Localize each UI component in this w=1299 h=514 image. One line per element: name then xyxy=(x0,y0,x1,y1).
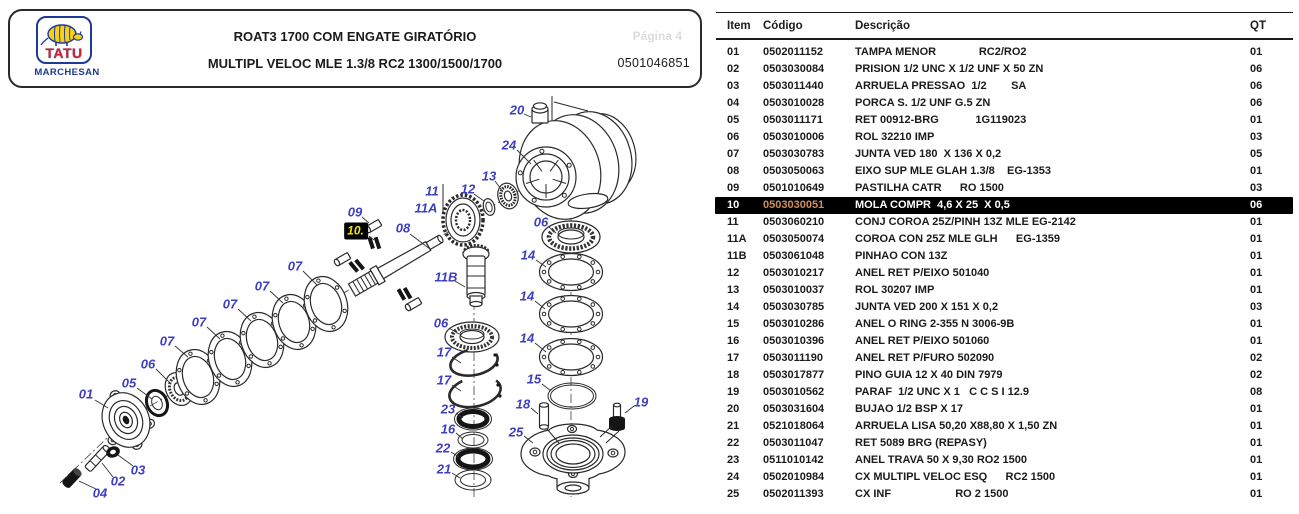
cell-qt: 01 xyxy=(1250,335,1263,347)
callout-09[interactable]: 09 xyxy=(347,204,363,220)
table-row[interactable] xyxy=(715,316,1293,333)
cell-descricao: ANEL RET P/FURO 502090 xyxy=(855,352,995,364)
callout-23[interactable]: 23 xyxy=(440,401,456,417)
callout-19[interactable]: 19 xyxy=(633,394,649,410)
cell-qt: 01 xyxy=(1250,471,1263,483)
cell-item: 14 xyxy=(727,301,740,313)
cell-item: 11A xyxy=(727,233,747,245)
cell-descricao: ROL 32210 IMP xyxy=(855,131,935,143)
callout-06[interactable]: 06 xyxy=(533,214,549,230)
cell-codigo: 0503030783 xyxy=(763,148,825,160)
cell-qt: 06 xyxy=(1250,63,1263,75)
cell-qt: 01 xyxy=(1250,165,1263,177)
table-row[interactable] xyxy=(715,367,1293,384)
table-row[interactable] xyxy=(715,350,1293,367)
cell-item: 10 xyxy=(727,199,740,211)
cell-item: 08 xyxy=(727,165,740,177)
table-row[interactable] xyxy=(715,435,1293,452)
cell-descricao: CX INF RO 2 1500 xyxy=(855,488,1009,500)
cell-item: 07 xyxy=(727,148,740,160)
cell-item: 21 xyxy=(727,420,740,432)
table-row[interactable] xyxy=(715,486,1293,503)
cell-item: 17 xyxy=(727,352,740,364)
cell-item: 01 xyxy=(727,46,740,58)
cell-codigo: 0502011393 xyxy=(763,488,824,500)
cell-item: 05 xyxy=(727,114,740,126)
cell-descricao: PARAF 1/2 UNC X 1 C C S I 12.9 xyxy=(855,386,1030,398)
cell-qt: 01 xyxy=(1250,454,1263,466)
cell-codigo: 0503050074 xyxy=(763,233,825,245)
cell-item: 19 xyxy=(727,386,740,398)
callout-05[interactable]: 05 xyxy=(121,375,137,391)
cell-qt: 06 xyxy=(1250,80,1263,92)
cell-codigo: 0503011047 xyxy=(763,437,824,449)
callout-14[interactable]: 14 xyxy=(519,330,535,346)
cell-codigo: 0503030785 xyxy=(763,301,825,313)
callout-07[interactable]: 07 xyxy=(222,296,238,312)
cell-descricao: PINHAO CON 13Z xyxy=(855,250,948,262)
cell-codigo: 0503010396 xyxy=(763,335,825,347)
cell-item: 25 xyxy=(727,488,740,500)
cell-descricao: ARRUELA PRESSAO 1/2 SA xyxy=(855,80,1027,92)
cell-qt: 08 xyxy=(1250,386,1263,398)
cell-item: 22 xyxy=(727,437,740,449)
table-row[interactable] xyxy=(715,95,1293,112)
cell-codigo: 0503060210 xyxy=(763,216,825,228)
table-row[interactable] xyxy=(715,146,1293,163)
cell-qt: 01 xyxy=(1250,403,1263,415)
cell-item: 09 xyxy=(727,182,740,194)
callout-16[interactable]: 16 xyxy=(440,421,456,437)
table-row[interactable] xyxy=(715,452,1293,469)
table-row[interactable] xyxy=(715,333,1293,350)
cell-descricao: RET 00912-BRG 1G119023 xyxy=(855,114,1027,126)
cell-qt: 01 xyxy=(1250,488,1263,500)
callout-17[interactable]: 17 xyxy=(436,344,452,360)
cell-qt: 01 xyxy=(1250,216,1263,228)
table-row[interactable] xyxy=(715,401,1293,418)
column-header-codigo: Código xyxy=(763,20,803,32)
cell-qt: 03 xyxy=(1250,182,1263,194)
cell-codigo: 0501010649 xyxy=(763,182,825,194)
table-row[interactable] xyxy=(715,469,1293,486)
cell-qt: 01 xyxy=(1250,420,1263,432)
callout-06[interactable]: 06 xyxy=(433,315,449,331)
cell-descricao: JUNTA VED 180 X 136 X 0,2 xyxy=(855,148,1002,160)
callout-01[interactable]: 01 xyxy=(78,386,94,402)
cell-qt: 01 xyxy=(1250,250,1263,262)
cell-item: 03 xyxy=(727,80,740,92)
table-row[interactable] xyxy=(715,61,1293,78)
cell-descricao: ANEL TRAVA 50 X 9,30 RO2 1500 xyxy=(855,454,1027,466)
cell-qt: 01 xyxy=(1250,284,1263,296)
cell-codigo: 0503011190 xyxy=(763,352,823,364)
callout-18[interactable]: 18 xyxy=(515,396,531,412)
cell-item: 11B xyxy=(727,250,747,262)
callout-17[interactable]: 17 xyxy=(436,372,452,388)
cell-descricao: ANEL RET P/EIXO 501060 xyxy=(855,335,990,347)
table-row[interactable] xyxy=(715,231,1293,248)
callout-11[interactable]: 11 xyxy=(425,183,439,199)
table-row[interactable] xyxy=(715,384,1293,401)
cell-descricao: PORCA S. 1/2 UNF G.5 ZN xyxy=(855,97,991,109)
callout-07[interactable]: 07 xyxy=(159,333,175,349)
callout-02[interactable]: 02 xyxy=(110,473,126,489)
callout-10[interactable]: 10. xyxy=(344,223,368,240)
cell-codigo: 0503030084 xyxy=(763,63,825,75)
callout-24[interactable]: 24 xyxy=(501,137,517,153)
cell-codigo: 0521018064 xyxy=(763,420,825,432)
callout-25[interactable]: 25 xyxy=(508,424,524,440)
cell-qt: 06 xyxy=(1250,199,1263,211)
table-row[interactable] xyxy=(715,418,1293,435)
table-row[interactable] xyxy=(715,214,1293,231)
part-number: 0501046851 xyxy=(617,56,690,70)
parts-table-rows xyxy=(715,44,1293,503)
cell-codigo: 0503011171 xyxy=(763,114,823,126)
cell-codigo: 0511010142 xyxy=(763,454,824,466)
callout-07[interactable]: 07 xyxy=(191,314,207,330)
callout-14[interactable]: 14 xyxy=(519,288,535,304)
cell-codigo: 0503061048 xyxy=(763,250,825,262)
table-row[interactable] xyxy=(715,129,1293,146)
table-header-row xyxy=(715,20,1293,32)
cell-qt: 03 xyxy=(1250,131,1263,143)
cell-descricao: JUNTA VED 200 X 151 X 0,2 xyxy=(855,301,999,313)
cell-codigo: 0503030051 xyxy=(763,199,825,211)
cell-item: 16 xyxy=(727,335,740,347)
callout-06[interactable]: 06 xyxy=(140,356,156,372)
cell-codigo: 0503031604 xyxy=(763,403,825,415)
cell-qt: 01 xyxy=(1250,437,1263,449)
callout-11A[interactable]: 11A xyxy=(414,200,438,216)
cell-qt: 01 xyxy=(1250,267,1263,279)
cell-item: 04 xyxy=(727,97,740,109)
cell-codigo: 0503010286 xyxy=(763,318,825,330)
callout-15[interactable]: 15 xyxy=(526,371,542,387)
cell-descricao: TAMPA MENOR RC2/RO2 xyxy=(855,46,1027,58)
cell-item: 15 xyxy=(727,318,740,330)
callout-07[interactable]: 07 xyxy=(254,278,270,294)
callout-08[interactable]: 08 xyxy=(395,220,411,236)
cell-descricao: CX MULTIPL VELOC ESQ RC2 1500 xyxy=(855,471,1056,483)
cell-descricao: ANEL RET P/EIXO 501040 xyxy=(855,267,990,279)
cell-codigo: 0502010984 xyxy=(763,471,825,483)
cell-qt: 06 xyxy=(1250,97,1263,109)
cell-qt: 01 xyxy=(1250,318,1263,330)
cell-item: 13 xyxy=(727,284,740,296)
callout-21[interactable]: 21 xyxy=(436,461,452,477)
callout-22[interactable]: 22 xyxy=(435,440,451,456)
cell-qt: 03 xyxy=(1250,301,1263,313)
callout-07[interactable]: 07 xyxy=(287,258,303,274)
cell-item: 06 xyxy=(727,131,740,143)
column-header-descricao: Descrição xyxy=(855,20,910,32)
cell-item: 11 xyxy=(727,216,739,228)
cell-qt: 01 xyxy=(1250,46,1263,58)
cell-descricao: ANEL O RING 2-355 N 3006-9B xyxy=(855,318,1015,330)
cell-codigo: 0503010006 xyxy=(763,131,825,143)
callout-20[interactable]: 20 xyxy=(509,102,525,118)
cell-qt: 01 xyxy=(1250,114,1263,126)
table-row[interactable] xyxy=(715,282,1293,299)
callout-04[interactable]: 04 xyxy=(92,485,108,501)
cell-descricao: PINO GUIA 12 X 40 DIN 7979 xyxy=(855,369,1003,381)
table-row[interactable] xyxy=(715,299,1293,316)
cell-item: 18 xyxy=(727,369,740,381)
cell-codigo: 0503010562 xyxy=(763,386,825,398)
parts-table xyxy=(710,0,1299,514)
callout-14[interactable]: 14 xyxy=(520,247,536,263)
cell-codigo: 0503010217 xyxy=(763,267,825,279)
cell-codigo: 0503017877 xyxy=(763,369,825,381)
cell-descricao: RET 5089 BRG (REPASY) xyxy=(855,437,987,449)
cell-descricao: ROL 30207 IMP xyxy=(855,284,935,296)
cell-qt: 05 xyxy=(1250,148,1263,160)
table-row[interactable] xyxy=(715,197,1293,214)
table-top-rule xyxy=(716,12,1293,13)
callout-13[interactable]: 13 xyxy=(481,168,497,184)
cell-descricao: PASTILHA CATR RO 1500 xyxy=(855,182,1004,194)
table-row[interactable] xyxy=(715,180,1293,197)
cell-item: 23 xyxy=(727,454,740,466)
cell-descricao: COROA CON 25Z MLE GLH EG-1359 xyxy=(855,233,1060,245)
table-row[interactable] xyxy=(715,265,1293,282)
cell-codigo: 0503011440 xyxy=(763,80,824,92)
cell-item: 12 xyxy=(727,267,740,279)
cell-item: 20 xyxy=(727,403,740,415)
brand-subname: MARCHESAN xyxy=(34,67,100,78)
cell-item: 24 xyxy=(727,471,740,483)
column-header-qt: QT xyxy=(1250,20,1266,32)
page-watermark: Página 4 xyxy=(632,29,682,43)
callout-11B[interactable]: 11B xyxy=(434,269,458,285)
cell-descricao: ARRUELA LISA 50,20 X88,80 X 1,50 ZN xyxy=(855,420,1058,432)
cell-qt: 02 xyxy=(1250,369,1263,381)
title-line-2: MULTIPL VELOC MLE 1.3/8 RC2 1300/1500/1700 xyxy=(207,56,503,71)
callout-03[interactable]: 03 xyxy=(130,462,146,478)
table-header-rule xyxy=(716,38,1293,40)
title-line-1: ROAT3 1700 COM ENGATE GIRATÓRIO xyxy=(233,29,477,44)
table-row[interactable] xyxy=(715,44,1293,61)
cell-descricao: CONJ COROA 25Z/PINH 13Z MLE EG-2142 xyxy=(855,216,1076,228)
cell-descricao: MOLA COMPR 4,6 X 25 X 0,5 xyxy=(855,199,1010,211)
table-row[interactable] xyxy=(715,248,1293,265)
cell-descricao: PRISION 1/2 UNC X 1/2 UNF X 50 ZN xyxy=(855,63,1044,75)
cell-codigo: 0503010037 xyxy=(763,284,825,296)
cell-qt: 01 xyxy=(1250,233,1263,245)
column-header-item: Item xyxy=(727,20,751,32)
cell-codigo: 0502011152 xyxy=(763,46,823,58)
table-row[interactable] xyxy=(715,112,1293,129)
cell-codigo: 0503010028 xyxy=(763,97,825,109)
brand-name: TATU xyxy=(45,45,83,61)
table-row[interactable] xyxy=(715,163,1293,180)
callout-12[interactable]: 12 xyxy=(460,181,476,197)
cell-descricao: BUJAO 1/2 BSP X 17 xyxy=(855,403,964,415)
cell-descricao: EIXO SUP MLE GLAH 1.3/8 EG-1353 xyxy=(855,165,1052,177)
cell-codigo: 0503050063 xyxy=(763,165,825,177)
cell-qt: 02 xyxy=(1250,352,1263,364)
table-row[interactable] xyxy=(715,78,1293,95)
cell-item: 02 xyxy=(727,63,740,75)
